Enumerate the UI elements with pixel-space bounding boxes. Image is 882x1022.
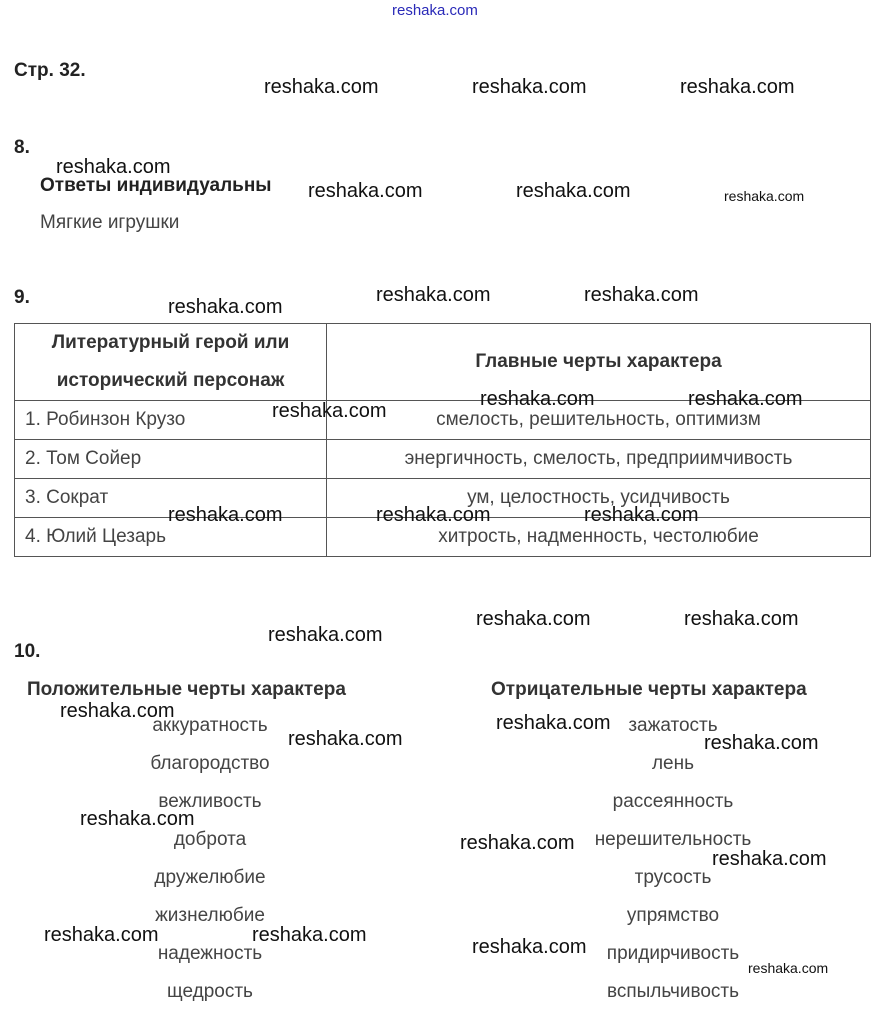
watermark: reshaka.com (60, 700, 175, 722)
watermark: reshaka.com (264, 76, 379, 98)
task-10-number: 10. (14, 641, 41, 662)
list-item: благородство (150, 753, 270, 774)
list-item: дружелюбие (154, 867, 266, 888)
watermark: reshaka.com (472, 76, 587, 98)
watermark: reshaka.com (712, 848, 827, 870)
task-8-answer-text: Мягкие игрушки (40, 212, 180, 233)
watermark: reshaka.com (516, 180, 631, 202)
list-item: вспыльчивость (606, 981, 740, 1002)
watermark: reshaka.com (252, 924, 367, 946)
watermark: reshaka.com (748, 960, 829, 976)
watermark: reshaka.com (688, 388, 803, 410)
watermark: reshaka.com (476, 608, 591, 630)
watermark: reshaka.com (584, 284, 699, 306)
list-item: упрямство (626, 905, 720, 926)
list-item: трусость (634, 867, 712, 888)
watermark: reshaka.com (684, 608, 799, 630)
traits-cell: энергичность, смелость, предприимчивость (327, 440, 871, 479)
table-row (15, 440, 871, 479)
list-item: придирчивость (606, 943, 740, 964)
watermark: reshaka.com (480, 388, 595, 410)
hero-cell: 1. Робинзон Крузо (15, 401, 327, 440)
list-item: зажатость (628, 715, 718, 736)
task-9-number: 9. (14, 287, 30, 308)
watermark: reshaka.com (704, 732, 819, 754)
watermark: reshaka.com (272, 400, 387, 422)
watermark: reshaka.com (376, 504, 491, 526)
watermark: reshaka.com (268, 624, 383, 646)
watermark: reshaka.com (584, 504, 699, 526)
hero-cell: 2. Том Сойер (15, 440, 327, 479)
traits-cell: хитрость, надменность, честолюбие (327, 518, 871, 557)
hero-cell: 4. Юлий Цезарь (15, 518, 327, 557)
watermark: reshaka.com (724, 188, 805, 204)
watermark: reshaka.com (680, 76, 795, 98)
watermark: reshaka.com (80, 808, 195, 830)
watermark: reshaka.com (496, 712, 611, 734)
watermark: reshaka.com (44, 924, 159, 946)
positive-title: Положительные черты характера (27, 679, 346, 700)
watermark: reshaka.com (168, 504, 283, 526)
watermark: reshaka.com (168, 296, 283, 318)
list-item: аккуратность (152, 715, 268, 736)
traits-cell: смелость, решительность, оптимизм (327, 401, 871, 440)
watermark: reshaka.com (56, 156, 171, 178)
watermark: reshaka.com (460, 832, 575, 854)
hero-cell: 3. Сократ (15, 479, 327, 518)
list-item: щедрость (167, 981, 253, 1002)
header-hero: Литературный герой или исторический персонаж (15, 324, 327, 401)
list-item: надежность (157, 943, 263, 964)
watermark: reshaka.com (392, 2, 478, 19)
page-label: Стр. 32. (14, 60, 86, 81)
traits-cell: ум, целостность, усидчивость (327, 479, 871, 518)
watermark: reshaka.com (308, 180, 423, 202)
list-item: лень (651, 753, 695, 774)
list-item: вежливость (158, 791, 262, 812)
positive-traits-list (110, 707, 310, 1011)
task-8-answer-title: Ответы индивидуальны (40, 175, 272, 196)
list-item: доброта (173, 829, 247, 850)
negative-title: Отрицательные черты характера (491, 679, 807, 700)
watermark: reshaka.com (376, 284, 491, 306)
list-item: нерешительность (594, 829, 752, 850)
list-item: жизнелюбие (155, 905, 265, 926)
task-8-number: 8. (14, 137, 30, 158)
watermark: reshaka.com (288, 728, 403, 750)
watermark: reshaka.com (472, 936, 587, 958)
list-item: рассеянность (612, 791, 734, 812)
header-traits: Главные черты характера (327, 324, 871, 401)
